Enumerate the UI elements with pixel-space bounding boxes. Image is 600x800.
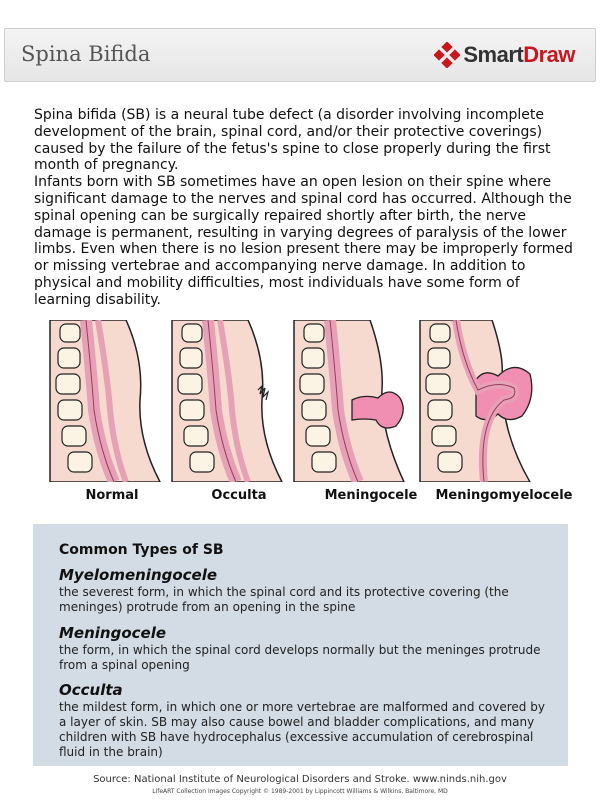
spine-occulta-image <box>170 320 288 482</box>
brand-smart: Smart <box>463 42 524 67</box>
spine-meningocele-image <box>292 320 410 482</box>
intro-paragraph-2: Infants born with SB sometimes have an open lesion on their spine where significant damage to the nerves and spinal cord has occurred. Although the spinal opening can be surgically repaired shortly after birth, the nerve damage is permanent, resulting in varying degrees of paralysis of the lower limbs. Even when there is no lesion present there may be improperly formed or missing vertebrae and accompanying nerve damage. In addition to physical and mobility difficulties, most individuals have some form of learning disability. <box>34 174 573 308</box>
page-title: Spina Bifida <box>21 42 151 66</box>
copyright-notice: LifeART Collection Images Copyright © 1989-2001 by Lippincott Williams & Wilkins, Baltimore, MD <box>152 788 448 795</box>
brand-draw: Draw <box>523 42 575 67</box>
smartdraw-diamond-icon <box>434 42 460 68</box>
source-citation: Source: National Institute of Neurological Disorders and Stroke. www.ninds.nih.gov <box>93 774 507 785</box>
type-item-occulta <box>59 681 549 760</box>
type-description: the severest form, in which the spinal cord and its protective covering (the meninges) protrude from an opening in the spine <box>59 585 509 614</box>
spine-meningomyelocele-image <box>418 320 536 482</box>
type-name: Meningocele <box>59 624 167 642</box>
type-item-myelomeningocele <box>59 566 549 615</box>
spine-figure-meningocele <box>292 320 410 482</box>
figure-label-occulta: Occulta <box>211 488 267 503</box>
type-description: the form, in which the spinal cord develops normally but the meninges protrude from a spinal opening <box>59 643 541 672</box>
type-description: the mildest form, in which one or more vertebrae are malformed and covered by a layer of skin. SB may also cause bowel and bladder complications, and many children with SB have hydrocephalus (excessive accumulation of cerebrospinal fluid in the brain) <box>59 700 545 759</box>
spine-illustrations <box>30 320 570 510</box>
figure-label-normal: Normal <box>85 488 139 503</box>
spine-normal-image <box>48 320 166 482</box>
type-name: Occulta <box>59 681 123 699</box>
spine-figure-meningomyelocele <box>418 320 536 482</box>
spine-figure-normal <box>48 320 166 482</box>
intro-paragraph-1: Spina bifida (SB) is a neural tube defect (a disorder involving incomplete development of the brain, spinal cord, and/or their protective coverings) caused by the failure of the fetus's spine to close properly during the first month of pregnancy. <box>34 107 551 174</box>
figure-label-meningocele: Meningocele <box>324 488 418 503</box>
smartdraw-logo <box>434 41 575 69</box>
figure-label-meningomyelocele: Meningomyelocele <box>435 488 573 503</box>
type-name: Myelomeningocele <box>59 566 218 584</box>
spine-figure-occulta <box>170 320 288 482</box>
common-types-heading: Common Types of SB <box>59 542 224 558</box>
intro-text <box>34 107 574 309</box>
common-types-panel <box>33 524 568 766</box>
type-item-meningocele <box>59 624 549 673</box>
brand-name <box>463 42 575 68</box>
header-bar <box>4 28 596 82</box>
